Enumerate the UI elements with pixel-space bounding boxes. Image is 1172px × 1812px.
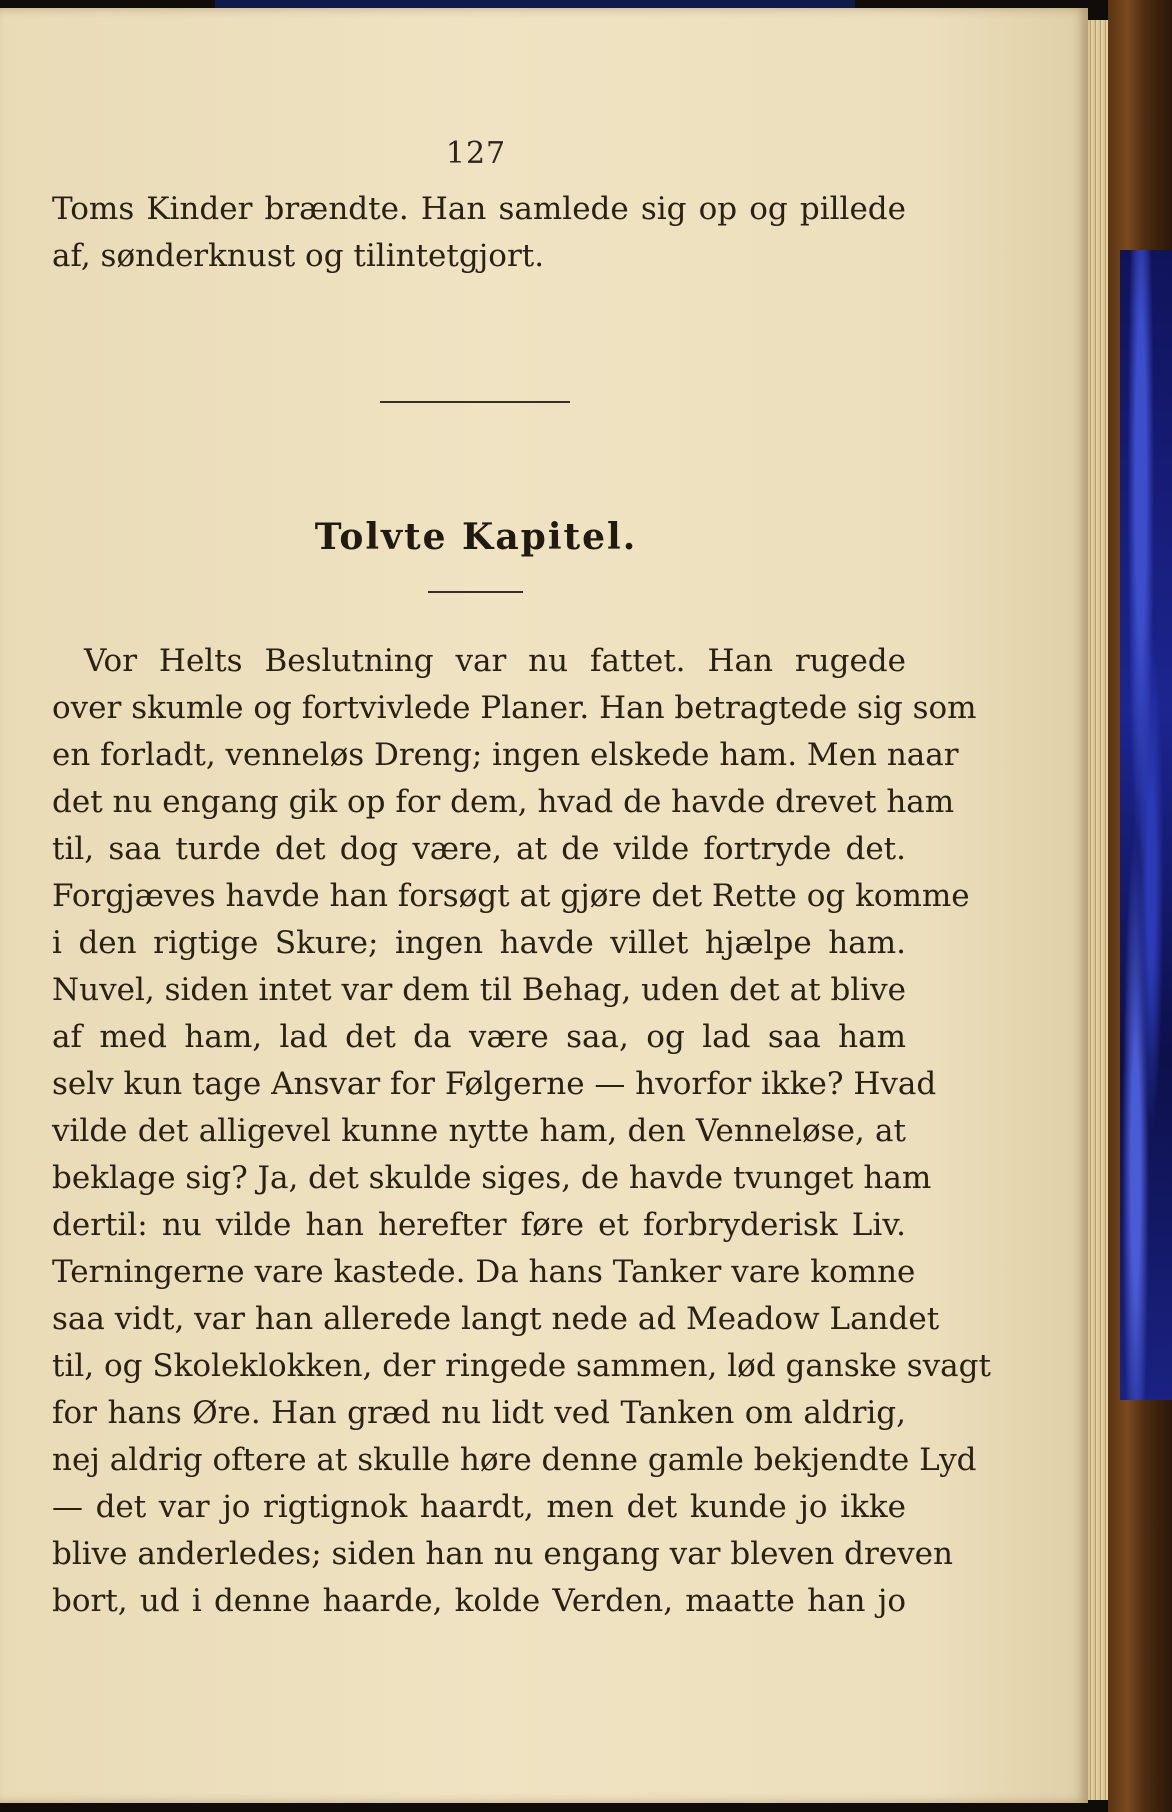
heading-underline — [428, 591, 523, 593]
text-line: til, og Skoleklokken, der ringede sammen, lød ganske svagt — [52, 1348, 991, 1384]
book-page — [0, 8, 1088, 1803]
text-line: det nu engang gik op for dem, hvad de havde drevet ham — [52, 784, 955, 820]
text-line: — det var jo rigtignok haardt, men det kunde jo ikke — [52, 1489, 906, 1525]
text-line: Terningerne vare kastede. Da hans Tanker vare komne — [52, 1254, 916, 1290]
text-line: beklage sig? Ja, det skulde siges, de havde tvunget ham — [52, 1160, 932, 1196]
page-edge — [1088, 20, 1108, 1800]
text-line: af, sønderknust og tilintetgjort. — [52, 238, 545, 274]
text-line: Vor Helts Beslutning var nu fattet. Han rugede — [84, 643, 906, 679]
text-line: over skumle og fortvivlede Planer. Han betragtede sig som — [52, 690, 977, 726]
chapter-heading: Tolvte Kapitel. — [314, 516, 638, 558]
text-line: selv kun tage Ansvar for Følgerne — hvorfor ikke? Hvad — [52, 1066, 937, 1102]
top-paragraph — [52, 186, 906, 280]
text-line: saa vidt, var han allerede langt nede ad Meadow Landet — [52, 1301, 940, 1337]
text-line: for hans Øre. Han græd nu lidt ved Tanken om aldrig, — [52, 1395, 906, 1431]
chapter-body — [52, 638, 991, 1625]
section-divider — [380, 401, 570, 403]
text-line: nej aldrig oftere at skulle høre denne gamle bekjendte Lyd — [52, 1442, 977, 1478]
marbled-cover — [1120, 250, 1172, 1400]
text-line: blive anderledes; siden han nu engang var bleven dreven — [52, 1536, 953, 1572]
text-line: Toms Kinder brændte. Han samlede sig op og pillede — [52, 191, 906, 227]
text-line: i den rigtige Skure; ingen havde villet hjælpe ham. — [52, 925, 906, 961]
text-line: Forgjæves havde han forsøgt at gjøre det Rette og komme — [52, 878, 970, 914]
page-number: 127 — [445, 136, 507, 171]
text-line: bort, ud i denne haarde, kolde Verden, maatte han jo — [52, 1583, 906, 1619]
text-line: Nuvel, siden intet var dem til Behag, uden det at blive — [52, 972, 906, 1008]
text-line: en forladt, venneløs Dreng; ingen elskede ham. Men naar — [52, 737, 959, 773]
text-line: dertil: nu vilde han herefter føre et forbryderisk Liv. — [52, 1207, 906, 1243]
text-line: til, saa turde det dog være, at de vilde fortryde det. — [52, 831, 906, 867]
text-line: af med ham, lad det da være saa, og lad saa ham — [52, 1019, 906, 1055]
text-line: vilde det alligevel kunne nytte ham, den Venneløse, at — [52, 1113, 906, 1149]
